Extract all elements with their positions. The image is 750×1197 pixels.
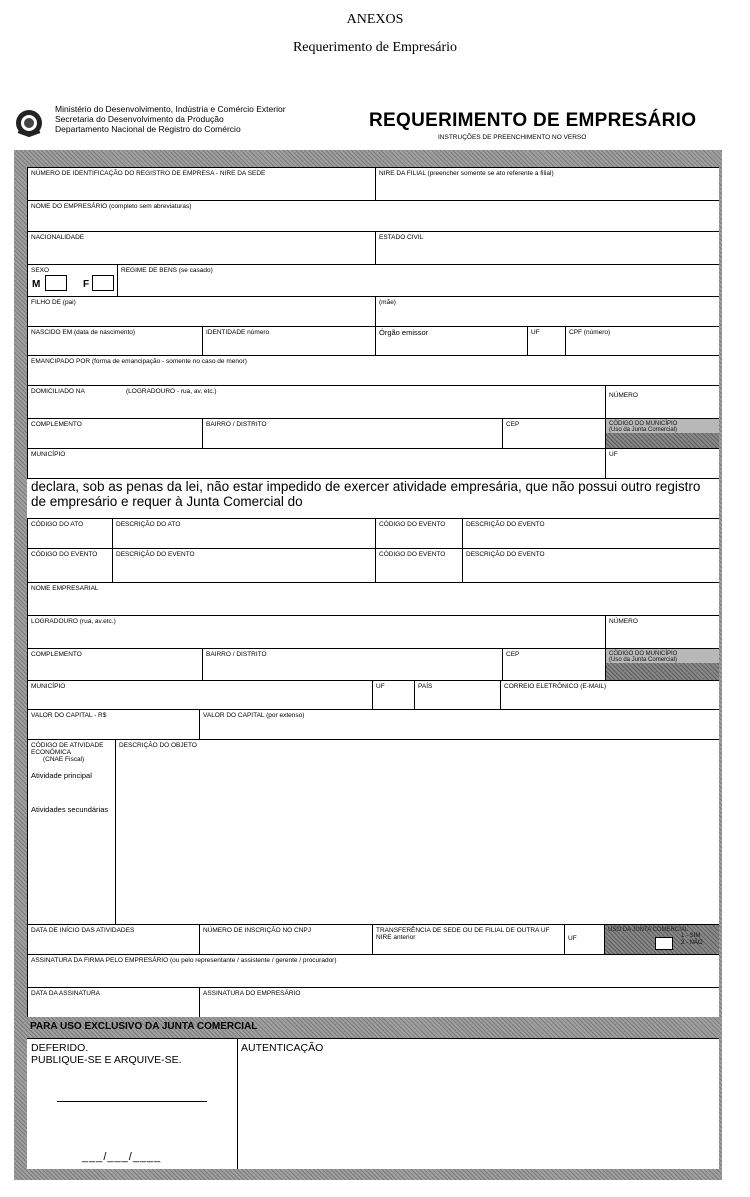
atividade-principal-label: Atividade principal	[31, 771, 92, 780]
form-instructions-note: INSTRUÇÕES DE PREENCHIMENTO NO VERSO	[438, 134, 587, 141]
orgao-emissor-field[interactable]: Órgão emissor	[375, 326, 527, 355]
bairro-2-field[interactable]: BAIRRO / DISTRITO	[202, 648, 502, 680]
codigo-municipio-label: CÓDIGO DO MUNICÍPIO (Uso da Junta Comercial)	[606, 419, 719, 433]
deferido-text: DEFERIDO. PUBLIQUE-SE E ARQUIVE-SE.	[31, 1042, 182, 1066]
cep-field[interactable]: CEP	[502, 418, 605, 448]
descricao-evento-1-field[interactable]: DESCRIÇÃO DO EVENTO	[462, 518, 719, 548]
nascido-em-field[interactable]: NASCIDO EM (data de nascimento)	[27, 326, 202, 355]
cnpj-field[interactable]: NÚMERO DE INSCRIÇÃO NO CNPJ	[199, 924, 372, 954]
declaration-text: declara, sob as penas da lei, não estar impedido de exercer atividade empresária, que não possui outro registro de empresário e requer à Junta Comercial do	[31, 479, 717, 509]
codigo-evento-1-field[interactable]: CÓDIGO DO EVENTO	[375, 518, 462, 548]
sexo-m-label: M	[32, 279, 41, 290]
nacionalidade-field[interactable]: NACIONALIDADE	[27, 231, 375, 264]
declaration-row	[27, 478, 719, 518]
codigo-municipio-2-label: CÓDIGO DO MUNICÍPIO (Uso da Junta Comercial)	[606, 649, 719, 663]
uf-transferencia-field[interactable]: UF	[564, 924, 604, 954]
descricao-ato-field[interactable]: DESCRIÇÃO DO ATO	[112, 518, 375, 548]
assinatura-empresario-field[interactable]: ASSINATURA DO EMPRESÁRIO	[199, 987, 719, 1017]
bairro-field[interactable]: BAIRRO / DISTRITO	[202, 418, 502, 448]
junta-section	[27, 1038, 719, 1169]
uf-identidade-field[interactable]: UF	[527, 326, 565, 355]
filho-pai-field[interactable]: FILHO DE (pai)	[27, 296, 375, 326]
uso-junta-option-labels: 1 - SIM 2 - NÃO	[681, 933, 703, 946]
transferencia-field[interactable]	[372, 924, 564, 954]
numero-2-field[interactable]: NÚMERO	[605, 615, 719, 648]
nire-sede-field[interactable]: NÚMERO DE IDENTIFICAÇÃO DO REGISTRO DE EMPRESA - NIRE DA SEDE	[27, 167, 375, 200]
municipio-field[interactable]: MUNICÍPIO	[27, 448, 605, 478]
municipio-2-field[interactable]: MUNICÍPIO	[27, 680, 372, 709]
annex-heading: ANEXOS	[346, 12, 404, 27]
complemento-2-field[interactable]: COMPLEMENTO	[27, 648, 202, 680]
valor-capital-field[interactable]: VALOR DO CAPITAL - R$	[27, 709, 199, 739]
domiciliado-field[interactable]: DOMICILIADO NA (LOGRADOURO - rua, av, etc.)	[27, 385, 605, 418]
uso-junta-checkbox[interactable]	[655, 937, 673, 950]
estado-civil-field[interactable]: ESTADO CIVIL	[375, 231, 719, 264]
sexo-field: SEXO M F	[27, 264, 117, 296]
pais-field[interactable]: PAÍS	[414, 680, 500, 709]
regime-bens-field[interactable]: REGIME DE BENS (se casado)	[117, 264, 719, 296]
codigo-evento-3-field[interactable]: CÓDIGO DO EVENTO	[375, 548, 462, 582]
cnae-label: CÓDIGO DE ATIVIDADE ECONÔMICA (CNAE Fiscal)	[31, 742, 104, 763]
codigo-evento-2-field[interactable]: CÓDIGO DO EVENTO	[27, 548, 112, 582]
organization-block	[55, 104, 286, 134]
uf-2-field[interactable]: UF	[372, 680, 414, 709]
numero-field[interactable]: NÚMERO	[605, 385, 719, 418]
sexo-f-label: F	[83, 279, 90, 290]
descricao-evento-3-field[interactable]: DESCRIÇÃO DO EVENTO	[462, 548, 719, 582]
codigo-municipio-2-field	[605, 648, 719, 680]
complemento-field[interactable]: COMPLEMENTO	[27, 418, 202, 448]
junta-exclusive-bar	[27, 1017, 719, 1038]
mae-field[interactable]: (mãe)	[375, 296, 719, 326]
deferido-date: ___/___/____	[82, 1151, 162, 1163]
nome-empresarial-field[interactable]: NOME EMPRESARIAL	[27, 582, 719, 615]
sexo-f-checkbox[interactable]	[92, 275, 114, 291]
form-title: REQUERIMENTO DE EMPRESÁRIO	[369, 110, 697, 131]
emancipado-field[interactable]: EMANCIPADO POR (forma de emancipação - somente no caso de menor)	[27, 355, 719, 385]
cnae-field[interactable]	[27, 739, 115, 924]
valor-extenso-field[interactable]: VALOR DO CAPITAL (por extenso)	[199, 709, 719, 739]
coat-of-arms-seal	[14, 108, 44, 138]
org-secretariat: Secretaria do Desenvolvimento da Produção	[55, 114, 224, 124]
identidade-field[interactable]: IDENTIDADE número	[202, 326, 375, 355]
data-inicio-field[interactable]: DATA DE INÍCIO DAS ATIVIDADES	[27, 924, 199, 954]
sexo-m-checkbox[interactable]	[45, 275, 67, 291]
assinatura-firma-field[interactable]: ASSINATURA DA FIRMA PELO EMPRESÁRIO (ou pelo representante / assistente / gerente / procurador)	[27, 954, 719, 987]
cpf-field[interactable]: CPF (número)	[565, 326, 719, 355]
form-body	[27, 167, 719, 1017]
codigo-ato-field[interactable]: CÓDIGO DO ATO	[27, 518, 112, 548]
uf-municipio-field[interactable]: UF	[605, 448, 719, 478]
logradouro-field[interactable]: LOGRADOURO (rua, av.etc.)	[27, 615, 605, 648]
autenticacao-label: AUTENTICAÇÃO	[241, 1042, 324, 1054]
deferido-box	[27, 1039, 238, 1169]
atividades-secundarias-label: Atividades secundárias	[31, 805, 109, 814]
autenticacao-box	[237, 1039, 719, 1169]
descricao-evento-2-field[interactable]: DESCRIÇÃO DO EVENTO	[112, 548, 375, 582]
junta-exclusive-label: PARA USO EXCLUSIVO DA JUNTA COMERCIAL	[30, 1021, 258, 1032]
logradouro-hint: (LOGRADOURO - rua, av, etc.)	[126, 388, 217, 395]
transferencia-label: TRANSFERÊNCIA DE SEDE OU DE FILIAL DE OUTRA UF NIRE anterior	[376, 927, 550, 941]
email-field[interactable]: CORREIO ELETRÔNICO (E-MAIL)	[500, 680, 719, 709]
uso-junta-options: USO DA JUNTA COMERCIAL 1 - SIM 2 - NÃO	[604, 924, 719, 954]
cep-2-field[interactable]: CEP	[502, 648, 605, 680]
document-subtitle: Requerimento de Empresário	[292, 40, 458, 55]
nire-filial-field[interactable]: NIRE DA FILIAL (preencher somente se ato referente a filial)	[375, 167, 719, 200]
org-ministry: Ministério do Desenvolvimento, Indústria e Comércio Exterior	[55, 104, 286, 114]
deferido-signature-line	[57, 1101, 207, 1102]
data-assinatura-field[interactable]: DATA DA ASSINATURA	[27, 987, 199, 1017]
org-department: Departamento Nacional de Registro do Comércio	[55, 124, 241, 134]
descricao-objeto-field[interactable]: DESCRIÇÃO DO OBJETO	[115, 739, 719, 924]
codigo-municipio-field	[605, 418, 719, 448]
nome-empresario-field[interactable]: NOME DO EMPRESÁRIO (completo sem abreviaturas)	[27, 200, 719, 231]
